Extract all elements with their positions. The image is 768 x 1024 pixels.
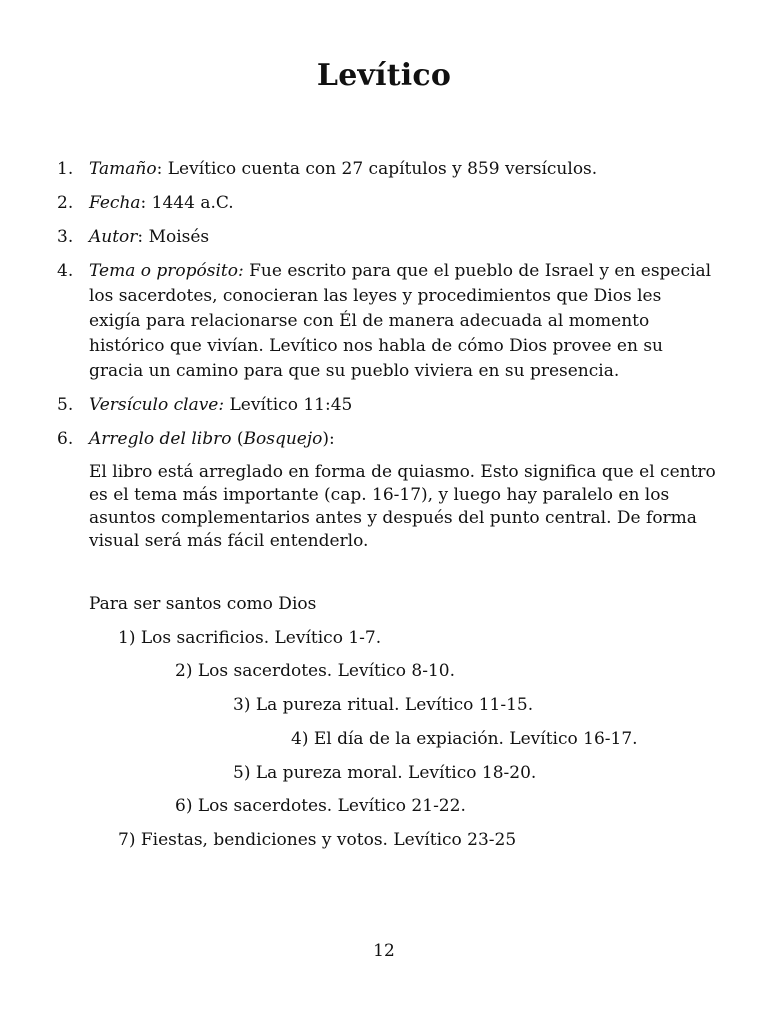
item-text: Fue escrito para que el pueblo de Israel y en especial los sacerdotes, conocieran las leyes y procedimientos que Dios les exigía para relacionarse con Él de manera adecuada al momento histórico que vivían. Levítico nos habla de cómo Dios provee en su gracia un camino para que su pueblo viviera en su presencia. [89,261,712,381]
item-text: Moisés [148,227,210,247]
outline-line: 5) La pureza moral. Levítico 18-20. [233,763,537,783]
item-separator: : [137,227,149,247]
item-number: 6. [57,429,74,449]
item-label-secondary: Bosquejo [243,429,323,449]
item-label: Versículo clave: [89,395,225,415]
item-label: Arreglo del libro [89,429,232,449]
outline-line: 7) Fiestas, bendiciones y votos. Levítico 23-25 [118,830,517,850]
item-text: Levítico cuenta con 27 capítulos y 859 versículos. [167,159,598,179]
item-separator: : [156,159,168,179]
outline-line: 6) Los sacerdotes. Levítico 21-22. [175,796,466,816]
item-label: Tamaño [89,159,157,179]
info-list [57,157,717,553]
list-item [57,427,717,452]
item-label: Tema o propósito: [89,261,244,281]
item-tail: ): [322,429,335,449]
item-text: Levítico 11:45 [229,395,353,415]
outline-line: 3) La pureza ritual. Levítico 11-15. [233,695,534,715]
outline-heading: Para ser santos como Dios [89,594,317,614]
item-number: 2. [57,193,74,213]
item-number: 4. [57,261,74,281]
list-item [57,259,717,384]
item-label: Fecha [89,193,141,213]
page-title: Levítico [316,58,452,93]
list-item [57,393,717,418]
list-item [57,157,717,182]
item-label: Autor [89,227,138,247]
item-number: 3. [57,227,74,247]
list-item [57,191,717,216]
item-number: 1. [57,159,74,179]
body-paragraph: El libro está arreglado en forma de quiasmo. Esto significa que el centro es el tema más importante (cap. 16-17), y luego hay paralelo en los asuntos complementarios antes y después del punto central. De forma visual será más fácil entenderlo. [89,462,716,551]
item-separator: ( [231,429,244,449]
page-number: 12 [373,941,395,961]
outline-line: 4) El día de la expiación. Levítico 16-17. [291,729,638,749]
outline-line: 1) Los sacrificios. Levítico 1-7. [118,628,382,648]
item-separator: : [140,193,152,213]
outline-line: 2) Los sacerdotes. Levítico 8-10. [175,661,456,681]
item-number: 5. [57,395,74,415]
item-text: 1444 a.C. [151,193,234,213]
list-item [57,225,717,250]
